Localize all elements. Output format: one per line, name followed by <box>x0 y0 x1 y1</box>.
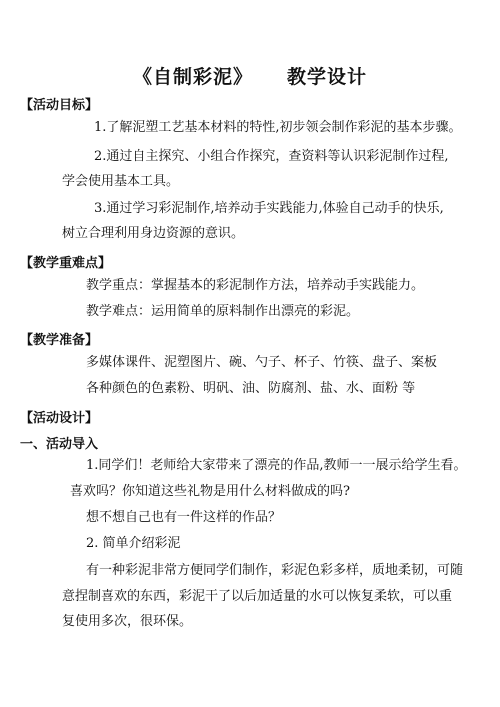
paragraph-line: 树立合理利用身边资源的意识。 <box>62 226 245 241</box>
paragraph-line: 1.了解泥塑工艺基本材料的特性,初步领会制作彩泥的基本步骤。 <box>94 120 462 135</box>
paragraph-line: 有一种彩泥非常方便同学们制作，彩泥色彩多样，质地柔韧，可随 <box>86 563 464 578</box>
section-heading-intro: 一、活动导入 <box>20 437 99 452</box>
section-heading-design: 【活动设计】 <box>20 411 99 426</box>
paragraph-line: 学会使用基本工具。 <box>62 174 180 189</box>
document-title <box>0 62 500 89</box>
section-heading-prep: 【教学准备】 <box>20 333 99 348</box>
paragraph-line: 2. 简单介绍彩泥 <box>86 536 181 551</box>
paragraph-line: 喜欢吗？你知道这些礼物是用什么材料做成的吗? <box>70 484 350 499</box>
paragraph-line: 2.通过自主探究、小组合作探究，查资料等认识彩泥制作过程, <box>94 149 449 164</box>
paragraph-line: 想不想自己也有一件这样的作品？ <box>86 510 282 525</box>
paragraph-line: 意捏制喜欢的东西，彩泥干了以后加适量的水可以恢复柔软，可以重 <box>62 589 453 604</box>
section-heading-goals: 【活动目标】 <box>20 98 99 113</box>
paragraph-line: 教学难点：运用简单的原料制作出漂亮的彩泥。 <box>86 304 360 319</box>
title-name: 《自制彩泥》 <box>132 66 253 88</box>
paragraph-line: 教学重点：掌握基本的彩泥制作方法，培养动手实践能力。 <box>86 278 425 293</box>
paragraph-line: 1.同学们！老师给大家带来了漂亮的作品,教师一一展示给学生看。 <box>86 458 467 473</box>
paragraph-line: 各种颜色的色素粉、明矾、油、防腐剂、盐、水、面粉 等 <box>86 381 416 396</box>
title-suffix: 教学设计 <box>287 66 368 88</box>
paragraph-line: 复使用多次，很环保。 <box>62 614 193 629</box>
paragraph-line: 3.通过学习彩泥制作,培养动手实践能力,体验自己动手的快乐, <box>94 201 444 216</box>
section-heading-key-points: 【教学重难点】 <box>20 256 112 271</box>
paragraph-line: 多媒体课件、泥塑图片、碗、勺子、杯子、竹筷、盘子、案板 <box>86 355 438 370</box>
